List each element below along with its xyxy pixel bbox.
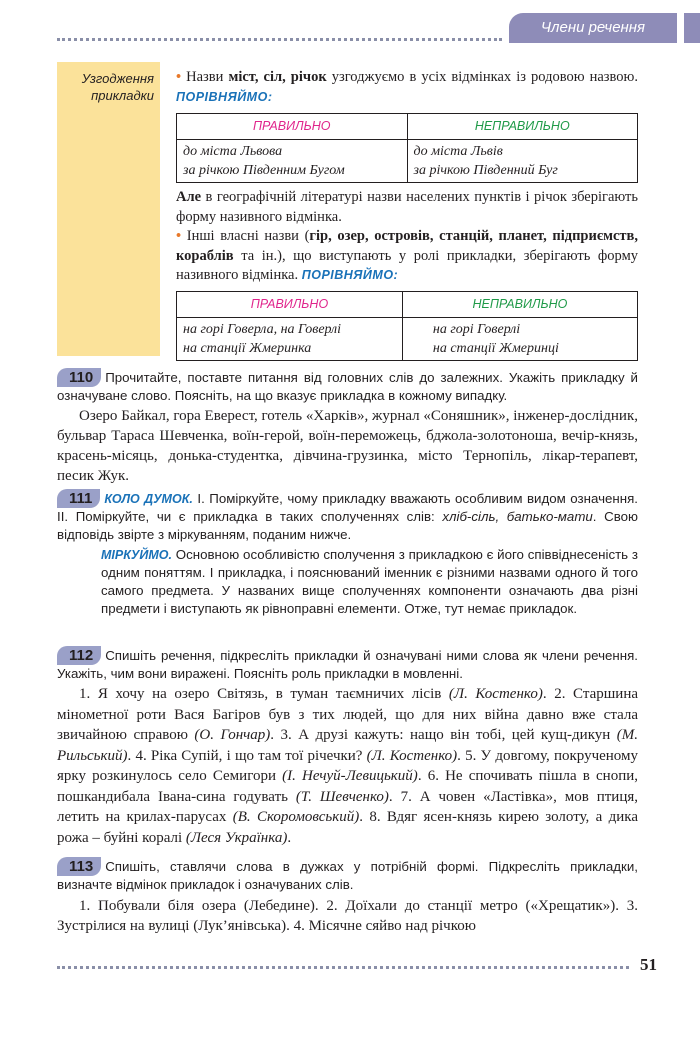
sentence-text: 1. Я хочу на озеро Світязь, в туман таємничих лісів (79, 686, 449, 702)
cell-line: за річкою Південний Буг (413, 163, 558, 178)
task-instruction: Прочитайте, поставте питання від головних слів до залежних. Укажіть прикладку й означуване слово. Поясніть, на що вказує прикладка в кожному випадку. (57, 370, 638, 403)
sentence-end: . (417, 768, 428, 784)
cell-line: на горі Говерла, на Говерлі (183, 322, 342, 337)
task-110-text (57, 406, 638, 486)
sidebar-label-line2: прикладки (91, 88, 154, 103)
rule-city-names (176, 68, 638, 107)
sentence-text: 2. Старшина мінометної роти Вася Багіров був з тих людей, що для них війна давно вже стала звичайною справою (57, 686, 639, 743)
task-instruction: Спишіть речення, підкресліть прикладки й означувані ними слова як члени речення. Укажіть, чим вони виражені. Поясніть роль прикладки в мовленні. (57, 648, 638, 681)
sentence-author: (Т. Шевченко) (295, 788, 389, 805)
task-111-instruction (57, 489, 638, 544)
sentence-text: 3. А друзі кажуть: нащо він тобі, цей кущ-дикун (280, 727, 617, 743)
bullet-icon: • (176, 228, 182, 244)
task-instruction: Спишіть, ставлячи слова в дужках у потрібній формі. Підкресліть прикладки, визначте відмінок прикладок і означуваних слів. (57, 859, 638, 892)
table-cell (402, 318, 637, 361)
sentence-end: . (127, 747, 136, 764)
rule3-bold-terms: гір, озер, островів, станцій, планет, підприємств, кораблів (176, 228, 639, 264)
task-head-label: КОЛО ДУМОК. (104, 492, 193, 506)
sentence-end: . (542, 686, 555, 702)
header-correct: ПРАВИЛЬНО (177, 292, 403, 318)
rule3-text-a: Інші власні назви ( (186, 228, 310, 244)
table-header-row (177, 292, 638, 318)
task-113-instruction (57, 857, 638, 894)
top-dotted-rule (57, 38, 502, 41)
task-110-instruction (57, 368, 638, 405)
sentence-end: . (270, 727, 281, 743)
table-row (177, 318, 638, 361)
cell-line: до міста Львова (183, 144, 283, 159)
rule1-bold-terms: міст, сіл, річок (228, 69, 327, 85)
rule-geographic-literature (176, 188, 638, 227)
bullet-icon: • (176, 69, 182, 85)
task-text: 1. Побували біля озера (Лебедине). 2. Доїхали до станції метро («Хрещатик»). 3. Зустрілися на вулиці (Лук’янівська). 4. Місячне сяйво над річкою (57, 898, 638, 934)
table-cell (177, 318, 403, 361)
task-number-badge: 111 (57, 489, 100, 508)
task-examples: хліб-сіль, батько-мати (442, 509, 593, 524)
sentence-author: (М. Рильський) (57, 727, 638, 764)
rule1-text-a: Назви (186, 69, 229, 85)
task-number-badge: 110 (57, 368, 101, 387)
sentence-text: 5. У довгому, покрученому ярку розкинулось село Семигори (57, 747, 639, 784)
sentence-text: 6. Не спочивать пішла в снопи, пошкандибала Івана-сина годувать (57, 768, 639, 805)
task-number-badge: 113 (57, 857, 101, 876)
reasoning-text: Основною особливістю сполучення з прикладкою є його співвіднесеність з одним поняттям. І прикладка, і пояснюваний іменник є різними назвами одного й того самого предмета. У названих вище сполученнях компоненти означають два різні предмети і виступають як рівноправні елементи. Отже, тут немає прикладок. (101, 547, 638, 616)
sidebar-label (57, 70, 154, 104)
rule3-text-b: та ін.), що виступають у ролі прикладки, зберігають форму називного відмінка. (176, 247, 638, 283)
table-cell (407, 140, 638, 183)
comparison-table-2 (176, 291, 638, 361)
task-number-badge: 112 (57, 646, 101, 665)
sentence-author: (В. Скоромовський) (232, 809, 360, 825)
sentence-end: . (388, 788, 401, 805)
rule-other-proper-names (176, 227, 638, 286)
reasoning-head-label: МІРКУЙМО. (101, 548, 172, 562)
cell-line: за річкою Південним Бугом (183, 163, 345, 178)
rule2-text: в географічній літературі назви населених пунктів і річок зберігають форму називного відмінка. (176, 189, 638, 225)
cell-line: на станції Жмеринка (183, 341, 312, 356)
task-112-instruction (57, 646, 638, 683)
table-row (177, 140, 638, 183)
table-header-row (177, 114, 638, 140)
task-111-reasoning (101, 546, 638, 618)
header-incorrect: НЕПРАВИЛЬНО (402, 292, 637, 318)
cell-line: на станції Жмеринці (432, 341, 559, 356)
section-tab-edge (684, 13, 700, 43)
task-113-text (57, 896, 638, 936)
sentence-author: (О. Гончар) (194, 727, 271, 743)
task-text-b: . Свою відповідь звірте з міркуванням, поданим нижче. (57, 509, 638, 542)
sentence-text: 7. А човен «Ластівка», мов птиця, летить на крилах-парусах (57, 788, 638, 825)
section-title-tab: Члени речення (509, 13, 677, 43)
sentence-end: . (457, 747, 466, 764)
sentence-text: 4. Ріка Супій, і що там тої річечки? (135, 747, 367, 764)
table-cell (177, 140, 408, 183)
sentence-author: (Леся Українка) (185, 829, 288, 846)
compare-label: ПОРІВНЯЙМО: (301, 268, 399, 282)
task-text: Озеро Байкал, гора Еверест, готель «Харків», журнал «Соняшник», інженер-дослідник, бульвар Тараса Шевченка, воїн-герой, воїн-переможець, бджола-золотоноша, вечір-князь, красень-місяць, донька-студентка, дівчина-грузинка, місто Тернопіль, лікар-терапевт, песик Жук. (57, 408, 638, 484)
page-number: 51 (640, 955, 657, 974)
sentence-end: . (359, 809, 370, 825)
task-112-sentences (57, 684, 638, 848)
rule2-bold: Але (176, 189, 202, 205)
sidebar-label-line1: Узгодження (81, 71, 154, 86)
cell-line: до міста Львів (413, 144, 503, 159)
sentence-author: (І. Нечуй-Левицький) (282, 768, 418, 784)
rule1-text-b: узгоджуємо в усіх відмінках із родовою назвою. (326, 69, 638, 85)
header-incorrect: НЕПРАВИЛЬНО (407, 114, 638, 140)
compare-label: ПОРІВНЯЙМО: (176, 89, 273, 104)
sentence-author: (Л. Костенко) (448, 686, 543, 702)
header-correct: ПРАВИЛЬНО (177, 114, 408, 140)
sidebar-highlight (57, 62, 160, 356)
comparison-table-1 (176, 113, 638, 183)
sentence-author: (Л. Костенко) (366, 747, 458, 764)
sentence (135, 748, 465, 764)
sentence-end: . (287, 829, 292, 846)
task-text-a: І. Поміркуйте, чому прикладку вважають особливим видом означення. ІІ. Поміркуйте, чи є прикладка в таких сполученнях слів: (57, 491, 638, 524)
bottom-dotted-rule (57, 966, 629, 969)
sentence (79, 686, 554, 702)
sentence-text: 8. Вдяг ясен-князь кирею золоту, а дика рожа – буйні коралі (57, 809, 638, 846)
cell-line: на горі Говерлі (432, 322, 521, 337)
